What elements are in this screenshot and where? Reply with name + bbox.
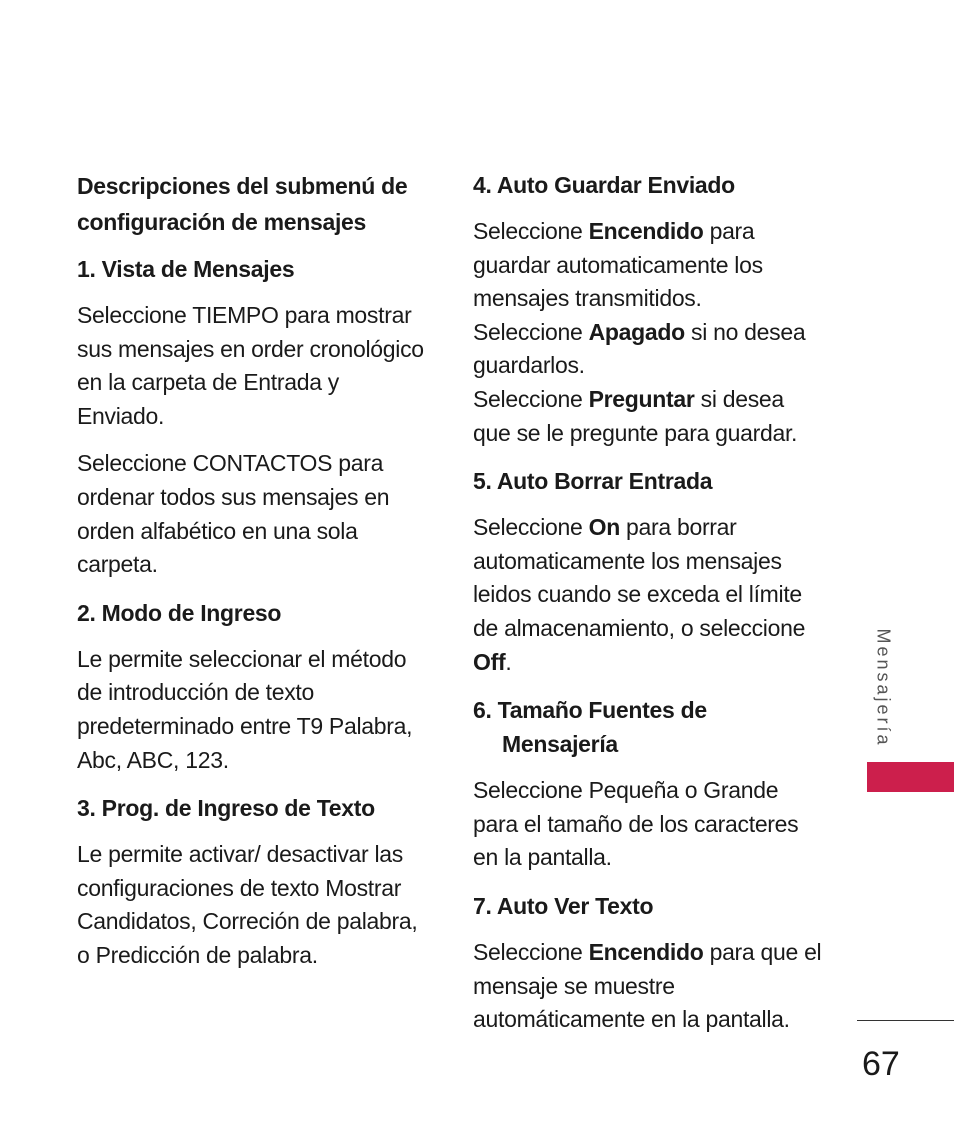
intro-heading: Descripciones del submenú de configuración de mensajes	[77, 173, 408, 235]
auto-ver-texto-paragraph: Seleccione Encendido para que el mensaje se muestre automáticamente en la pantalla.	[473, 938, 822, 1033]
left-column	[77, 168, 427, 987]
auto-guardar-encendido-paragraph: Seleccione Encendido para guardar automaticamente los mensajes transmitidos.	[473, 218, 763, 312]
chapter-tab-marker	[867, 762, 954, 792]
section-heading-prog-ingreso-texto: 3. Prog. de Ingreso de Texto	[77, 795, 375, 822]
footer-divider	[857, 1020, 954, 1021]
section-heading-auto-guardar-enviado: 4. Auto Guardar Enviado	[473, 172, 735, 198]
section-heading-modo-de-ingreso: 2. Modo de Ingreso	[77, 599, 282, 626]
chapter-side-label: Mensajería	[873, 628, 894, 748]
prog-ingreso-paragraph: Le permite activar/ desactivar las configuraciones de texto Mostrar Candidatos, Correción de palabra, o Predicción de palabra.	[77, 841, 418, 968]
auto-guardar-apagado-paragraph: Seleccione Apagado si no desea guardarlos.	[473, 318, 806, 379]
section-heading-vista-de-mensajes: 1. Vista de Mensajes	[77, 256, 295, 282]
vista-tiempo-paragraph: Seleccione TIEMPO para mostrar sus mensajes en order cronológico en la carpeta de Entrada y Enviado.	[77, 302, 424, 429]
right-column	[473, 168, 823, 1051]
modo-ingreso-paragraph: Le permite seleccionar el método de introducción de texto predeterminado entre T9 Palabra, Abc, ABC, 123.	[77, 645, 413, 773]
page-number: 67	[862, 1045, 900, 1083]
tamano-fuentes-paragraph: Seleccione Pequeña o Grande para el tamaño de los caracteres en la pantalla.	[473, 777, 799, 871]
vista-contactos-paragraph: Seleccione CONTACTOS para ordenar todos sus mensajes en orden alfabético en una sola carpeta.	[77, 450, 390, 578]
auto-borrar-paragraph: Seleccione On para borrar automaticamente los mensajes leidos cuando se exceda el límite de almacenamiento, o seleccione Off.	[473, 514, 806, 675]
section-heading-tamano-fuentes: 6. Tamaño Fuentes de Mensajería	[473, 697, 707, 758]
section-heading-auto-ver-texto: 7. Auto Ver Texto	[473, 892, 654, 919]
auto-guardar-preguntar-paragraph: Seleccione Preguntar si desea que se le pregunte para guardar.	[473, 385, 798, 446]
section-heading-auto-borrar-entrada: 5. Auto Borrar Entrada	[473, 468, 713, 495]
